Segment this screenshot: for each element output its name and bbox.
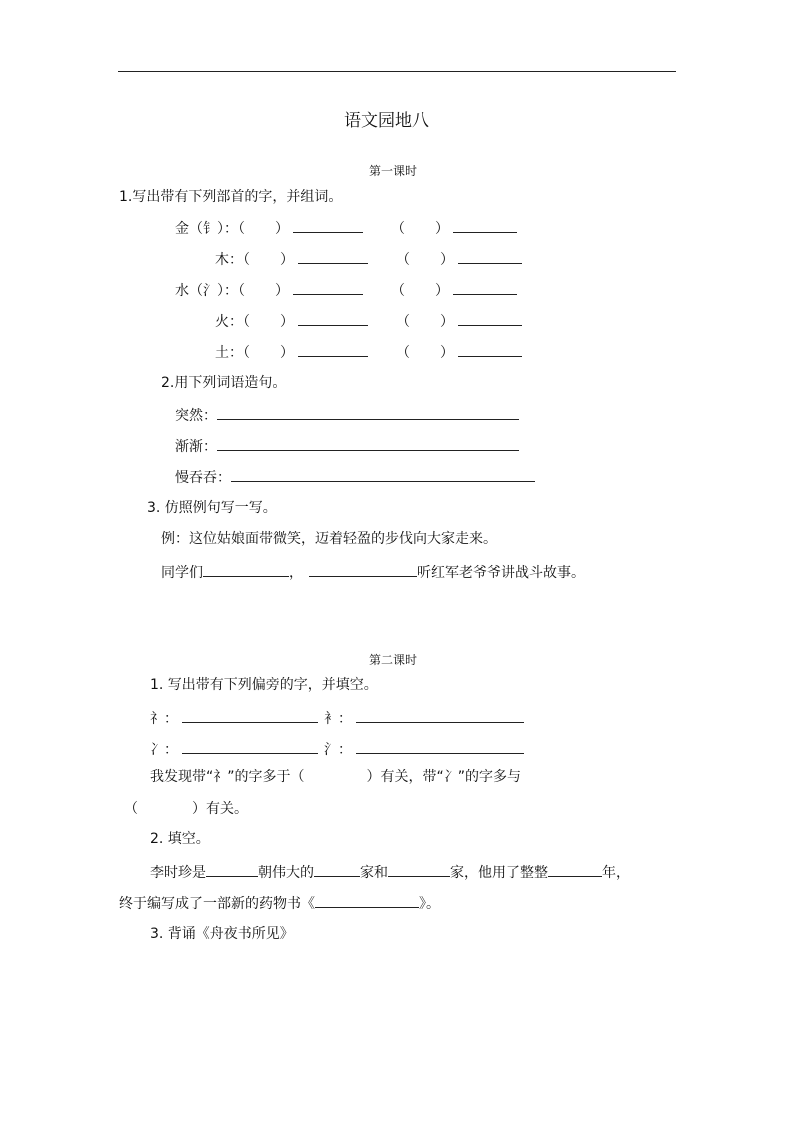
radical-label: 金（钅）：	[175, 221, 238, 237]
answer-blank[interactable]	[206, 862, 258, 877]
q1-row-1	[175, 218, 517, 238]
answer-blank[interactable]	[309, 562, 417, 577]
finding-line-2	[124, 800, 248, 818]
text-fragment: 听红军老爷爷讲战斗故事。	[417, 565, 585, 581]
radical-label: 冫：	[150, 742, 178, 758]
text-fragment: 李时珍是	[150, 865, 206, 881]
radical-row-2	[150, 739, 524, 759]
radical-label: 木：	[215, 252, 243, 268]
lesson1-q2-label: 2.用下列词语造句。	[161, 375, 287, 391]
answer-blank[interactable]	[314, 862, 360, 877]
text-fragment: ）有关。	[192, 801, 248, 817]
answer-blank[interactable]	[356, 739, 524, 754]
text-fragment: 》。	[419, 896, 440, 912]
answer-blank[interactable]	[298, 342, 368, 357]
paren-close: ）	[440, 345, 454, 361]
imitation-line	[161, 562, 585, 582]
answer-blank[interactable]	[298, 249, 368, 264]
answer-blank[interactable]	[458, 249, 522, 264]
answer-blank[interactable]	[298, 311, 368, 326]
header-rule	[118, 71, 676, 72]
answer-blank[interactable]	[293, 218, 363, 233]
paren-open: （	[238, 283, 245, 299]
paren-close: ）	[435, 283, 449, 299]
answer-blank[interactable]	[548, 862, 602, 877]
paren-close: ）	[280, 314, 294, 330]
word-label: 慢吞吞：	[175, 470, 231, 486]
q1-row-4	[215, 311, 522, 331]
finding-line-1	[150, 768, 521, 786]
paren-open: （	[243, 252, 250, 268]
answer-blank[interactable]	[453, 218, 517, 233]
paren-open: （	[243, 314, 250, 330]
radical-label: 衤：	[324, 711, 352, 727]
radical-label: 礻：	[150, 711, 178, 727]
example-sentence: 例：这位姑娘面带微笑，迈着轻盈的步伐向大家走来。	[161, 531, 497, 547]
paren-close: ）	[280, 252, 294, 268]
radical-label: 水（氵）：	[175, 283, 238, 299]
fill-line-2	[119, 893, 440, 913]
lesson2-q3-label: 3. 背诵《舟夜书所见》	[150, 926, 294, 942]
text-fragment: 同学们	[161, 565, 203, 581]
lesson2-q1-label: 1. 写出带有下列偏旁的字，并填空。	[150, 677, 378, 693]
answer-blank[interactable]	[293, 280, 363, 295]
paren-open: （	[238, 221, 245, 237]
sentence-row-3	[175, 467, 535, 487]
radical-row-1	[150, 708, 524, 728]
paren-open: （	[396, 345, 410, 361]
paren-open: （	[243, 345, 250, 361]
text-fragment: 家，他用了整整	[450, 865, 548, 881]
answer-blank[interactable]	[203, 562, 289, 577]
text-fragment: 我发现带“礻”的字多于（	[150, 769, 305, 785]
radical-label: 土：	[215, 345, 243, 361]
sentence-row-2	[175, 436, 519, 456]
paren-close: ）	[440, 314, 454, 330]
word-label: 渐渐：	[175, 439, 217, 455]
paren-open: （	[396, 314, 410, 330]
text-fragment: ）有关，带“冫”的字多与	[366, 769, 522, 785]
answer-blank[interactable]	[458, 342, 522, 357]
q1-row-3	[175, 280, 517, 300]
text-fragment: 年，	[602, 865, 630, 881]
paren-open: （	[396, 252, 410, 268]
word-label: 突然：	[175, 408, 217, 424]
lesson2-q2-label: 2. 填空。	[150, 831, 210, 847]
sentence-blank[interactable]	[217, 436, 519, 451]
page-title: 语文园地八	[344, 111, 429, 131]
text-fragment: 终于编写成了一部新的药物书《	[119, 896, 315, 912]
answer-blank[interactable]	[182, 708, 318, 723]
text-fragment: 朝伟大的	[258, 865, 314, 881]
q1-row-5	[215, 342, 522, 362]
text-fragment: ，	[289, 565, 303, 581]
sentence-blank[interactable]	[217, 405, 519, 420]
paren-close: ）	[275, 283, 289, 299]
text-fragment: （	[124, 801, 138, 817]
lesson1-q3-label: 3. 仿照例句写一写。	[147, 500, 277, 516]
paren-close: ）	[440, 252, 454, 268]
lesson1-heading: 第一课时	[369, 164, 418, 178]
paren-open: （	[391, 221, 405, 237]
answer-blank[interactable]	[356, 708, 524, 723]
lesson1-q1-label: 1.写出带有下列部首的字，并组词。	[119, 189, 343, 205]
sentence-blank[interactable]	[231, 467, 535, 482]
paren-open: （	[391, 283, 405, 299]
answer-blank[interactable]	[458, 311, 522, 326]
paren-close: ）	[275, 221, 289, 237]
lesson2-heading: 第二课时	[369, 653, 418, 667]
radical-label: 火：	[215, 314, 243, 330]
q1-row-2	[215, 249, 522, 269]
radical-label: 氵：	[324, 742, 352, 758]
answer-blank[interactable]	[388, 862, 450, 877]
answer-blank[interactable]	[315, 893, 419, 908]
paren-close: ）	[435, 221, 449, 237]
answer-blank[interactable]	[182, 739, 318, 754]
answer-blank[interactable]	[453, 280, 517, 295]
text-fragment: 家和	[360, 865, 388, 881]
fill-line-1	[150, 862, 630, 882]
sentence-row-1	[175, 405, 519, 425]
paren-close: ）	[280, 345, 294, 361]
